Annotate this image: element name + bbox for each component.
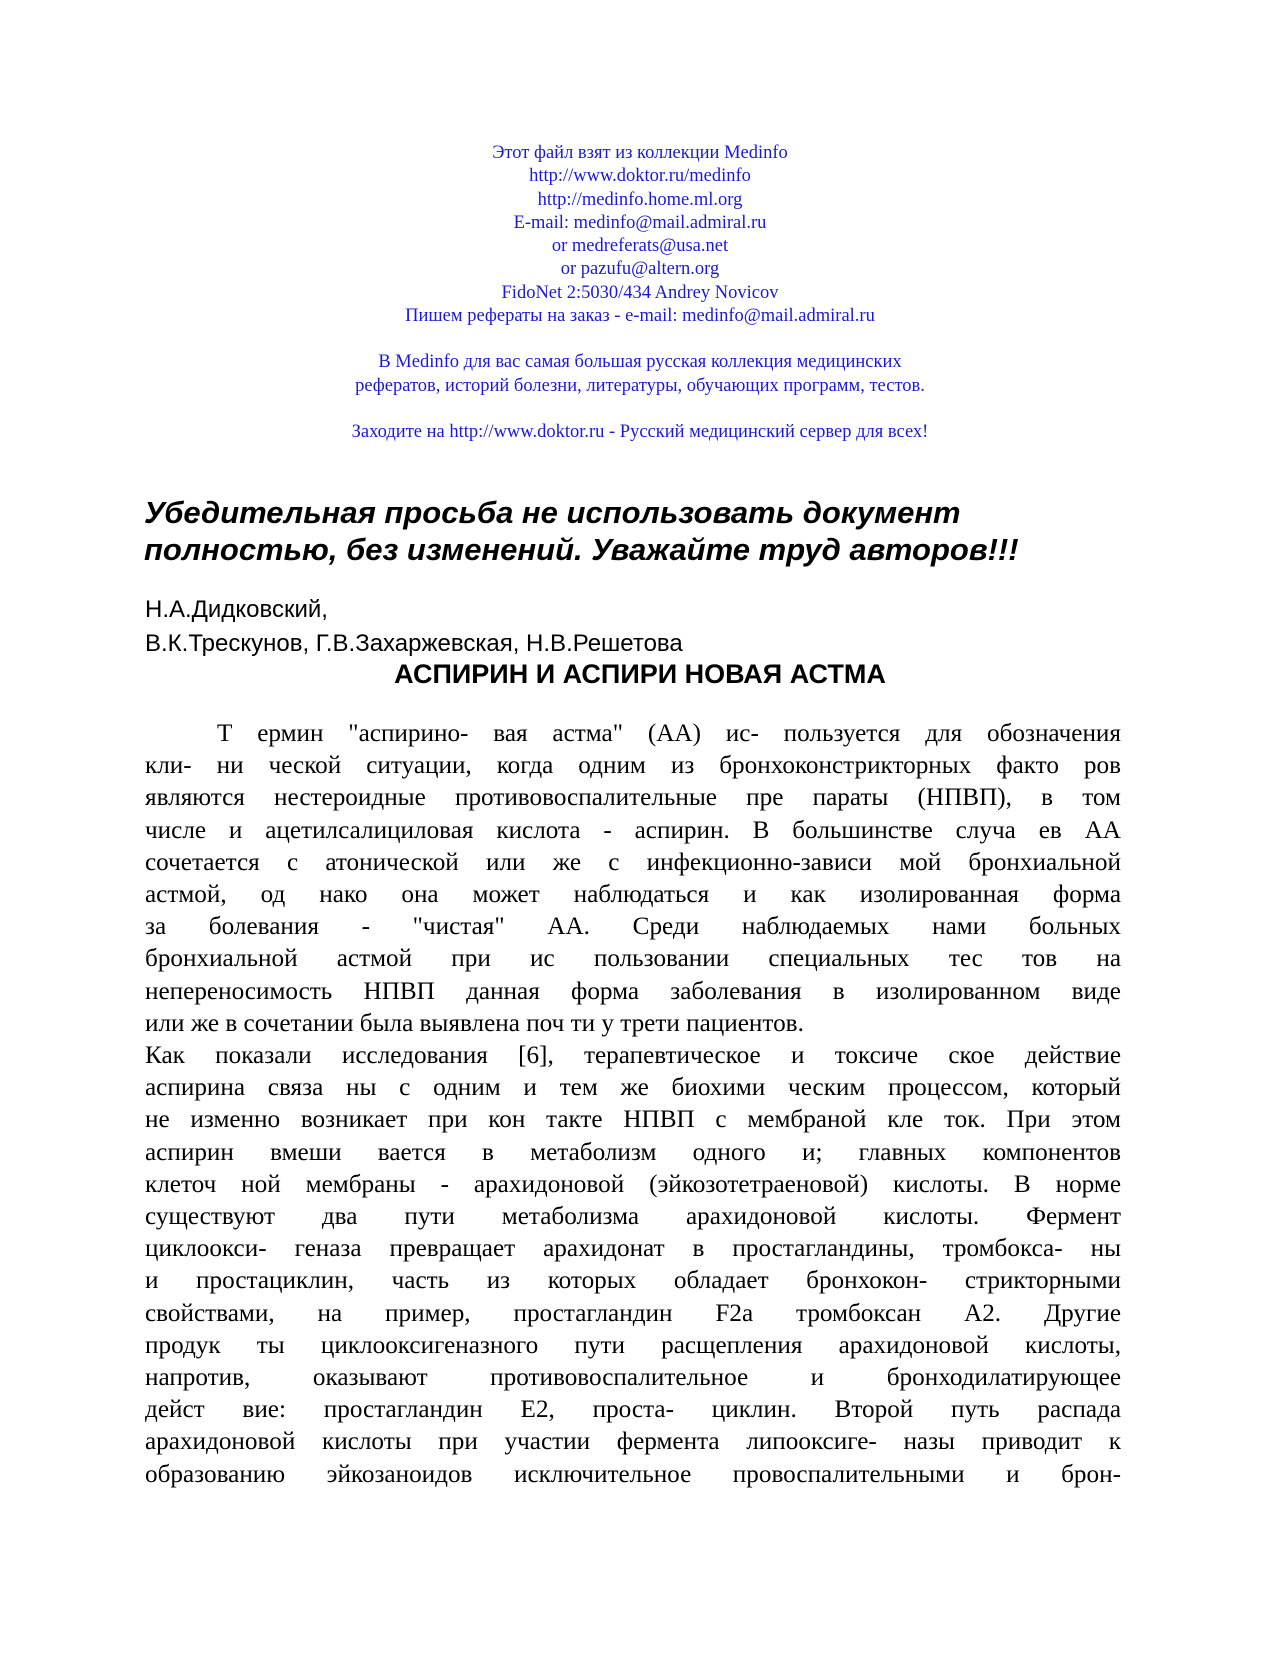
body-line: сочетается с атонической или же с инфекционно-зависи мой бронхиальной	[145, 848, 1121, 876]
body-line: аспирин вмеши вается в метаболизм одного и; главных компонентов	[145, 1138, 1121, 1166]
header-line: Пишем рефераты на заказ - e-mail: medinfo@mail.admiral.ru	[405, 306, 875, 327]
body-line: циклоокси- геназа превращает арахидонат в простагландины, тромбокса- ны	[145, 1235, 1121, 1263]
body-line: бронхиальной астмой при ис пользовании специальных тес тов на	[145, 945, 1121, 973]
author-line: Н.А.Дидковский,	[145, 596, 328, 623]
body-line: образованию эйкозаноидов исключительное провоспалительными и брон-	[145, 1460, 1121, 1488]
body-line: и простациклин, часть из которых обладает бронхокон- стрикторными	[145, 1267, 1121, 1295]
article-title: АСПИРИН И АСПИРИ НОВАЯ АСТМА	[394, 659, 886, 689]
body-line: за болевания - "чистая" АА. Среди наблюдаемых нами больных	[145, 913, 1121, 941]
body-line: напротив, оказывают противовоспалительное и бронходилатирующее	[145, 1364, 1121, 1392]
body-line: существуют два пути метаболизма арахидоновой кислоты. Фермент	[145, 1203, 1121, 1231]
usage-warning	[144, 494, 1144, 568]
body-line: астмой, од нако она может наблюдаться и как изолированная форма	[145, 881, 1121, 909]
body-line: дейст вие: простагландин Е2, проста- циклин. Второй путь распада	[145, 1396, 1121, 1424]
body-line: клеточ ной мембраны - арахидоновой (эйкозотетраеновой) кислоты. В норме	[145, 1170, 1121, 1198]
header-spacer	[140, 398, 1140, 421]
body-line: продук ты циклооксигеназного пути расщепления арахидоновой кислоты,	[145, 1331, 1121, 1359]
header-visit-line: Заходите на http://www.doktor.ru - Русский медицинский сервер для всех!	[351, 421, 929, 442]
medinfo-header	[140, 142, 1140, 444]
header-link[interactable]: http://www.doktor.ru/medinfo	[529, 166, 751, 187]
body-line: Т ермин "аспирино- вая астма" (АА) ис- пользуется для обозначения	[217, 720, 1121, 747]
body-line: аспирина связа ны с одним и тем же биохими ческим процессом, который	[145, 1074, 1121, 1102]
body-line: арахидоновой кислоты при участии фермента липооксиге- назы приводит к	[145, 1428, 1121, 1456]
header-email[interactable]: or pazufu@altern.org	[560, 259, 720, 280]
authors	[145, 593, 683, 661]
body-line: Как показали исследования [6], терапевтическое и токсиче ское действие	[145, 1042, 1121, 1070]
header-link[interactable]: http://medinfo.home.ml.org	[537, 189, 743, 210]
header-collection-line: В Medinfo для вас самая большая русская коллекция медицинских	[378, 352, 902, 373]
header-line: FidoNet 2:5030/434 Andrey Novicov	[501, 282, 779, 303]
body-line: свойствами, на пример, простагландин F2a тромбоксан А2. Другие	[145, 1299, 1121, 1327]
body-line: непереносимость НПВП данная форма заболевания в изолированном виде	[145, 977, 1121, 1005]
header-line: Этот файл взят из коллекции Medinfo	[492, 143, 788, 163]
body-line: являются нестероидные противовоспалительные пре параты (НПВП), в том	[145, 784, 1121, 812]
header-spacer	[140, 328, 1140, 351]
body-line: не изменно возникает при кон такте НПВП с мембраной кле ток. При этом	[145, 1106, 1121, 1134]
header-email[interactable]: E-mail: medinfo@mail.admiral.ru	[513, 212, 767, 233]
author-line: В.К.Трескунов, Г.В.Захаржевская, Н.В.Решетова	[145, 630, 683, 657]
warning-line: Убедительная просьба не использовать документ	[144, 495, 961, 530]
body-line: кли- ни ческой ситуации, когда одним из бронхоконстрикторных факто ров	[145, 752, 1121, 780]
warning-line: полностью, без изменений. Уважайте труд авторов!!!	[144, 532, 1019, 567]
header-email[interactable]: or medreferats@usa.net	[551, 236, 729, 257]
header-collection-line: рефератов, историй болезни, литературы, обучающих программ, тестов.	[355, 375, 925, 396]
body-line: или же в сочетании была выявлена поч ти у трети пациентов.	[145, 1009, 804, 1037]
article-body	[145, 718, 1121, 1491]
body-line: числе и ацетилсалициловая кислота - аспирин. В большинстве случа ев АА	[145, 816, 1121, 844]
